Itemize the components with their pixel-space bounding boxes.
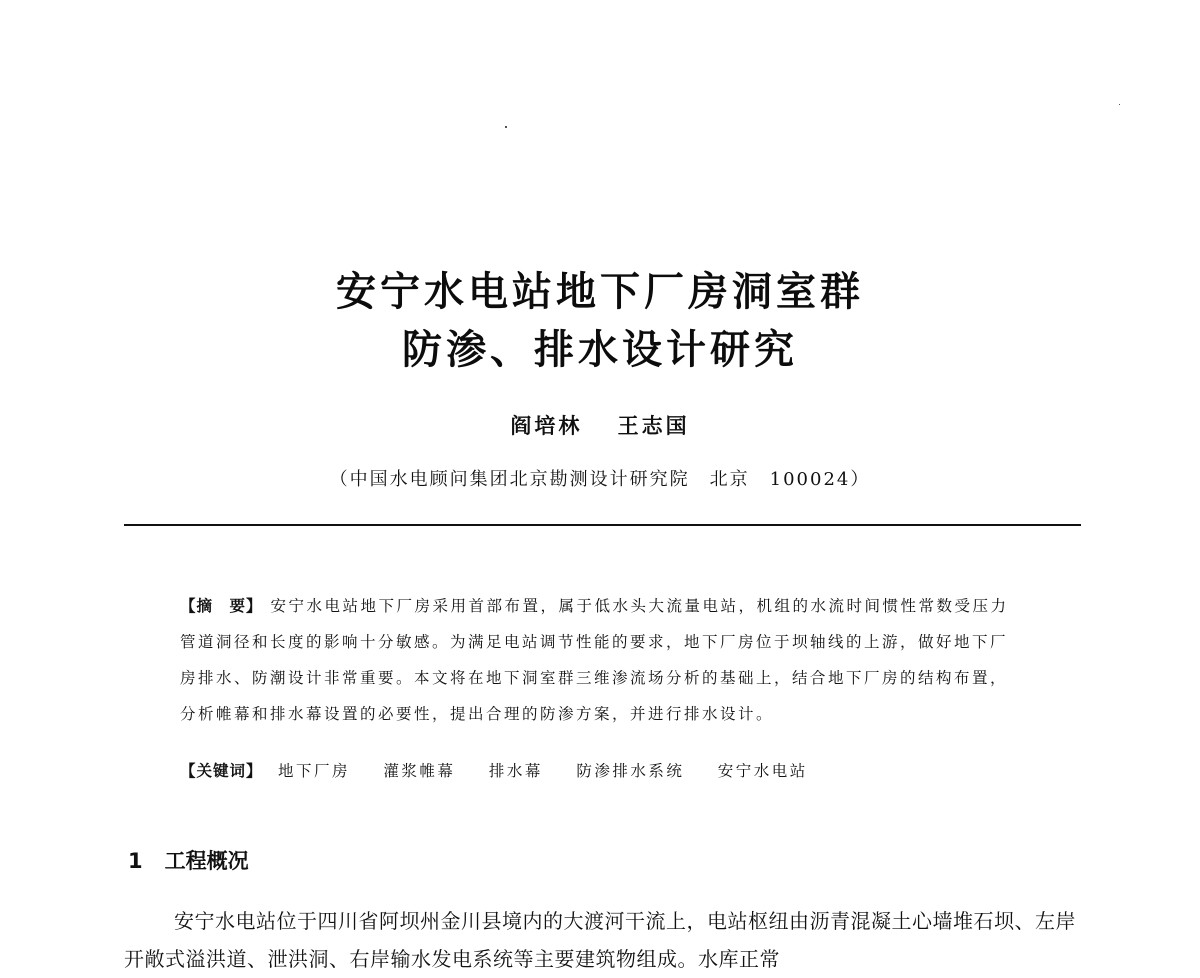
scan-speck <box>505 126 507 128</box>
abstract-text: 安宁水电站地下厂房采用首部布置，属于低水头大流量电站，机组的水流时间惯性常数受压力管道洞径和长度的影响十分敏感。为满足电站调节性能的要求，地下厂房位于坝轴线的上游，做好地下厂房排水、防潮设计非常重要。本文将在地下洞室群三维渗流场分析的基础上，结合地下厂房的结构布置，分析帷幕和排水幕设置的必要性，提出合理的防渗方案，并进行排水设计。 <box>180 597 1009 723</box>
paper-title-line-1: 安宁水电站地下厂房洞室群 <box>336 269 864 315</box>
keyword: 地下厂房 <box>277 762 350 780</box>
author-list <box>0 410 1200 440</box>
section-heading <box>128 845 249 875</box>
paper-title-line-2: 防渗、排水设计研究 <box>402 327 798 373</box>
keyword: 排水幕 <box>488 762 543 780</box>
header-divider <box>124 524 1081 526</box>
section-title: 工程概况 <box>164 849 249 873</box>
abstract <box>180 588 1025 732</box>
keywords-label: 【关键词】 <box>180 762 263 780</box>
body-paragraph: 安宁水电站位于四川省阿坝州金川县境内的大渡河干流上，电站枢纽由沥青混凝土心墙堆石坝、左岸开敞式溢洪道、泄洪洞、右岸输水发电系统等主要建筑物组成。水库正常 <box>124 909 1076 971</box>
section-number: 1 <box>128 849 143 873</box>
author-name: 阎培林 <box>510 413 583 438</box>
scan-speck <box>1119 104 1120 105</box>
keyword: 灌浆帷幕 <box>383 762 456 780</box>
keyword: 安宁水电站 <box>717 762 808 780</box>
affiliation: （中国水电顾问集团北京勘测设计研究院 北京 100024） <box>329 469 871 490</box>
keyword: 防渗排水系统 <box>576 762 685 780</box>
keywords <box>180 759 1025 781</box>
abstract-label: 【摘 要】 <box>180 597 263 615</box>
author-name: 王志国 <box>617 413 690 438</box>
